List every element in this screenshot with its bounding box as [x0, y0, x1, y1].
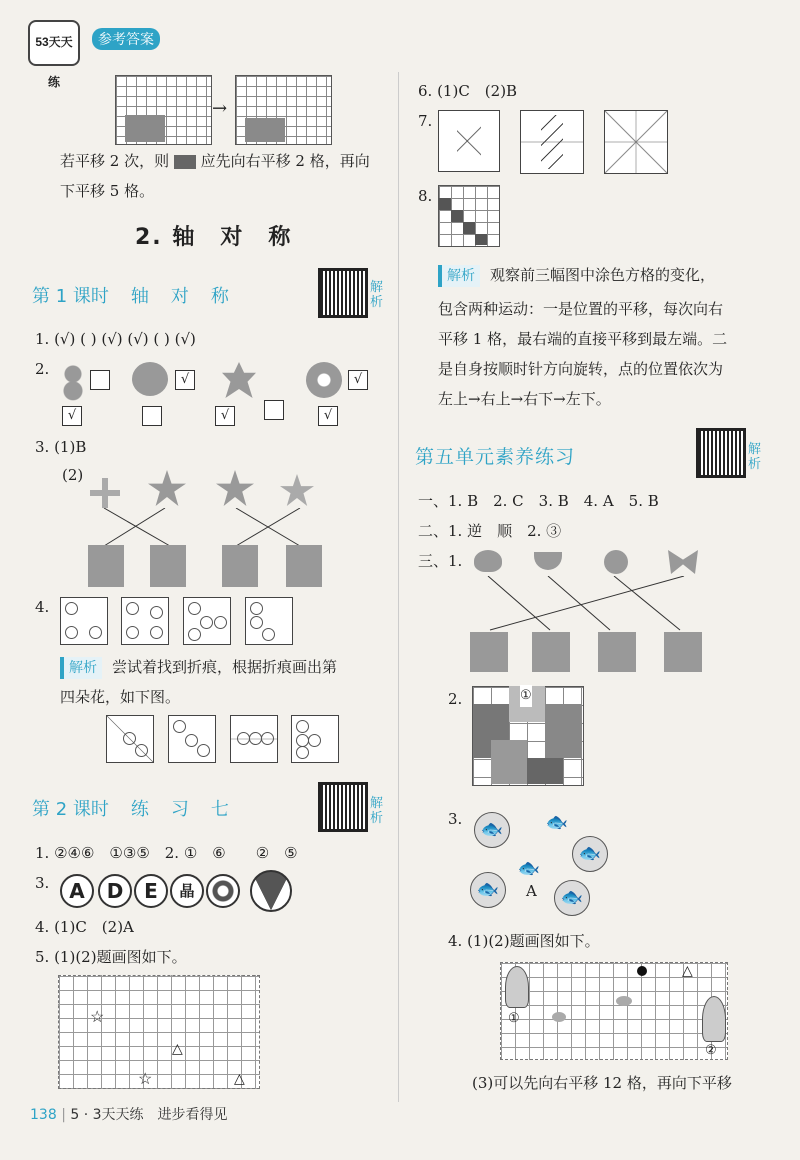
q2-figure-1: [62, 362, 84, 402]
analysis-right-line3: 平移 1 格，最右端的直接平移到最左端。二: [438, 330, 728, 348]
bamboo-shoot-icon-2: [702, 996, 726, 1042]
q8-grid: [438, 185, 500, 247]
rotation-center-label: A: [526, 882, 537, 900]
page-number: 138: [30, 1107, 57, 1123]
q3-shape-4: [286, 545, 322, 587]
qr-code[interactable]: [318, 268, 368, 318]
lesson2-title: 第 2 课时 练 习 七: [32, 799, 229, 820]
q3-shape-3: [222, 545, 258, 587]
apple-icon: [604, 550, 628, 574]
l-shape-icon: [174, 155, 196, 169]
q3-shape-1: [88, 545, 124, 587]
match-piece-2: [532, 632, 570, 672]
match-piece-4: [664, 632, 702, 672]
drawing-grid-right: [500, 962, 728, 1060]
shape-after: [245, 118, 285, 142]
fish-icon-6: 🐟: [554, 880, 590, 916]
q7-figure-2: [520, 110, 584, 174]
logo: 53天天练: [28, 20, 80, 66]
letter-d: D: [98, 874, 132, 908]
translation-text-line1: 若平移 2 次，则 应先向右平移 2 格，再向: [60, 152, 370, 170]
letter-a: A: [60, 874, 94, 908]
qr-label: 解析: [370, 280, 384, 310]
section4-q: 4. (1)(2)题画图如下。: [448, 932, 600, 950]
section-title: 2. 轴 对 称: [135, 225, 293, 250]
fish-icon-5: 🐟: [470, 872, 506, 908]
butterfly-icon: [668, 550, 698, 574]
analysis-right-line1: 解析 观察前三幅图中涂色方格的变化，: [438, 264, 715, 287]
q8-cell-2: [451, 210, 463, 222]
bowl-icon: [534, 552, 562, 570]
practice-q4: 4. (1)C (2)A: [35, 918, 134, 936]
q4-box-4: [245, 597, 293, 645]
tile-shape-4: [491, 740, 527, 784]
mountain-icon: [250, 870, 292, 912]
fold-box-2: [168, 715, 216, 763]
fish-icon-2: 🐟: [545, 812, 569, 833]
q2-checkbox-2b: [142, 406, 162, 426]
analysis-right-line2: 包含两种运动：一是位置的平移，每次向右: [438, 300, 724, 318]
q4-box-3: [183, 597, 231, 645]
qr-label-3: 解析: [748, 442, 762, 472]
q2-figure-4-snowflake: [306, 362, 342, 398]
fold-box-3: [230, 715, 278, 763]
q4-box-2: [121, 597, 169, 645]
q3-shape-2: [150, 545, 186, 587]
analysis-left-line2: 四朵花，如下图。: [60, 688, 181, 706]
analysis-right-line5: 左上→右上→右下→左下。: [438, 390, 611, 408]
q2-checkbox-4b: √: [318, 406, 338, 426]
analysis-left: 解析 尝试着找到折痕，根据折痕画出第: [60, 656, 337, 679]
q4-number: 4.: [35, 598, 50, 616]
translation-text-line2: 下平移 5 格。: [60, 182, 155, 200]
q3-arrow-cross: [90, 478, 120, 508]
q3-part2: (2): [62, 466, 84, 484]
q2-checkbox-1: [90, 370, 110, 390]
lesson1-title: 第 1 课时 轴 对 称: [32, 286, 229, 307]
column-divider: [398, 72, 399, 1102]
fish-icon-3: 🐟: [572, 836, 608, 872]
q2-checkbox-3: [264, 400, 284, 420]
triangle-icon-2: △: [234, 1071, 245, 1087]
q7-number: 7.: [418, 112, 433, 130]
q3-star-3: [280, 474, 314, 506]
arrow-icon: →: [212, 98, 228, 119]
section1-answers: 一、1. B 2. C 3. B 4. A 5. B: [418, 492, 659, 510]
analysis-right-line4: 是自身按顺时针方向旋转，点的位置依次为: [438, 360, 724, 378]
qr-code-3[interactable]: [696, 428, 746, 478]
heart-icon: [474, 550, 502, 572]
q7-figure-1: [438, 110, 500, 172]
tile-shape-5: [527, 758, 563, 784]
shape-before: [125, 115, 165, 142]
tile-mark: ①: [520, 685, 532, 707]
q3-match-lines: [90, 508, 330, 548]
section4-q3: (3)可以先向右平移 12 格，再向下平移: [472, 1074, 732, 1092]
star-icon-2: ☆: [138, 1069, 153, 1088]
fish-icon-1: 🐟: [474, 812, 510, 848]
letter-jing: 晶: [170, 874, 204, 908]
footer: 138 | 5 · 3天天练 进步看得见: [30, 1107, 228, 1123]
q2-figure-3-leaf: [222, 362, 256, 398]
qr-code-2[interactable]: [318, 782, 368, 832]
letter-e: E: [134, 874, 168, 908]
q7-figure-3: [604, 110, 668, 174]
q6-answer: 6. (1)C (2)B: [418, 82, 518, 100]
carrot-icon: [616, 996, 632, 1006]
practice-q3-number: 3.: [35, 874, 50, 892]
triangle-icon-1: △: [172, 1041, 183, 1057]
fold-box-1: [106, 715, 154, 763]
q2-checkbox-1b: √: [62, 406, 82, 426]
bamboo-shoot-icon-1: [505, 966, 529, 1008]
answer-badge: 参考答案: [92, 28, 160, 50]
practice-q5: 5. (1)(2)题画图如下。: [35, 948, 187, 966]
fold-box-4: [291, 715, 339, 763]
match-piece-3: [598, 632, 636, 672]
analysis-tag: 解析: [60, 657, 102, 679]
grid-mark-1: ①: [508, 1011, 520, 1026]
practice-q1-q2: 1. ②④⑥ ①③⑤ 2. ① ⑥ ② ⑤: [35, 844, 298, 862]
star-icon-1: ☆: [90, 1007, 105, 1026]
q8-cell-4: [475, 234, 487, 245]
grid-mark-2: ②: [705, 1043, 717, 1058]
dot-icon: [637, 966, 647, 976]
section3-match-lines: [470, 576, 710, 632]
q8-number: 8.: [418, 187, 433, 205]
q2-checkbox-2: √: [175, 370, 195, 390]
drawing-grid-left: [58, 975, 260, 1089]
q8-cell-1: [439, 198, 451, 210]
match-piece-1: [470, 632, 508, 672]
qr-label-2: 解析: [370, 796, 384, 826]
unit-title: 第五单元素养练习: [415, 446, 576, 468]
analysis-tag-right: 解析: [438, 265, 480, 287]
section3-q3: 3.: [448, 810, 463, 828]
fish-icon-4: 🐟: [517, 858, 541, 879]
section3-q1: 三、1.: [418, 552, 463, 570]
triangle-icon-3: △: [682, 963, 693, 979]
q2-checkbox-3b: √: [215, 406, 235, 426]
q8-cell-3: [463, 222, 475, 234]
q3-part1: 3. (1)B: [35, 438, 87, 456]
tile-shape-3: [545, 704, 581, 758]
q2-checkbox-4: √: [348, 370, 368, 390]
q3-star-1: [148, 470, 186, 506]
q3-star-2: [216, 470, 254, 506]
section3-q2: 2.: [448, 690, 463, 708]
crab-icon: [552, 1012, 566, 1022]
q2-figure-2: [132, 362, 168, 396]
q4-box-1: [60, 597, 108, 645]
tree-icon: [206, 874, 240, 908]
section2-answers: 二、1. 逆 顺 2. ③: [418, 522, 562, 540]
q2-number: 2.: [35, 360, 50, 378]
q1-answers: 1. (√) ( ) (√) (√) ( ) (√): [35, 330, 196, 348]
